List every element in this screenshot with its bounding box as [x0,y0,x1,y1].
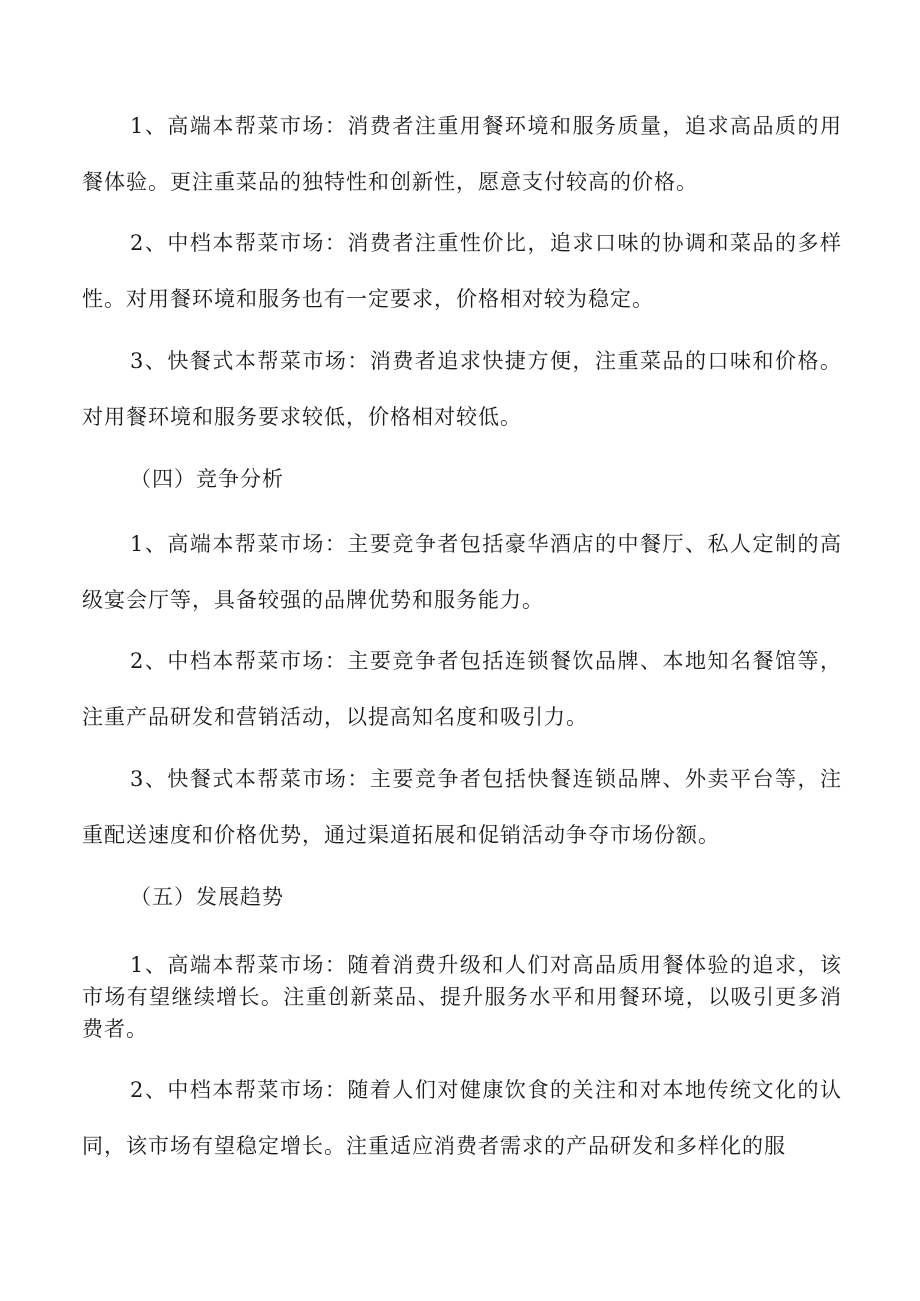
paragraph-fast-food-consumers: 3、快餐式本帮菜市场：消费者追求快捷方便，注重菜品的口味和价格。对用餐环境和服务要求较低，价格相对较低。 [82,349,842,429]
paragraph-mid-range-consumers: 2、中档本帮菜市场：消费者注重性价比，追求口味的协调和菜品的多样性。对用餐环境和服务也有一定要求，价格相对较为稳定。 [82,231,842,311]
section-heading-trends: （五）发展趋势 [130,885,284,909]
paragraph-fast-food-competition: 3、快餐式本帮菜市场：主要竞争者包括快餐连锁品牌、外卖平台等，注重配送速度和价格优势，通过渠道拓展和促销活动争夺市场份额。 [82,767,842,847]
paragraph-high-end-consumers: 1、高端本帮菜市场：消费者注重用餐环境和服务质量，追求高品质的用餐体验。更注重菜品的独特性和创新性，愿意支付较高的价格。 [82,114,842,194]
paragraph-high-end-competition: 1、高端本帮菜市场：主要竞争者包括豪华酒店的中餐厅、私人定制的高级宴会厅等，具备较强的品牌优势和服务能力。 [82,532,842,612]
paragraph-high-end-trend: 1、高端本帮菜市场：随着消费升级和人们对高品质用餐体验的追求，该市场有望继续增长。注重创新菜品、提升服务水平和用餐环境，以吸引更多消费者。 [82,953,842,1041]
paragraph-mid-range-trend: 2、中档本帮菜市场：随着人们对健康饮食的关注和对本地传统文化的认同，该市场有望稳定增长。注重适应消费者需求的产品研发和多样化的服 [82,1078,842,1158]
section-heading-competition: （四）竞争分析 [130,467,284,491]
paragraph-mid-range-competition: 2、中档本帮菜市场：主要竞争者包括连锁餐饮品牌、本地知名餐馆等，注重产品研发和营销活动，以提高知名度和吸引力。 [82,649,842,729]
